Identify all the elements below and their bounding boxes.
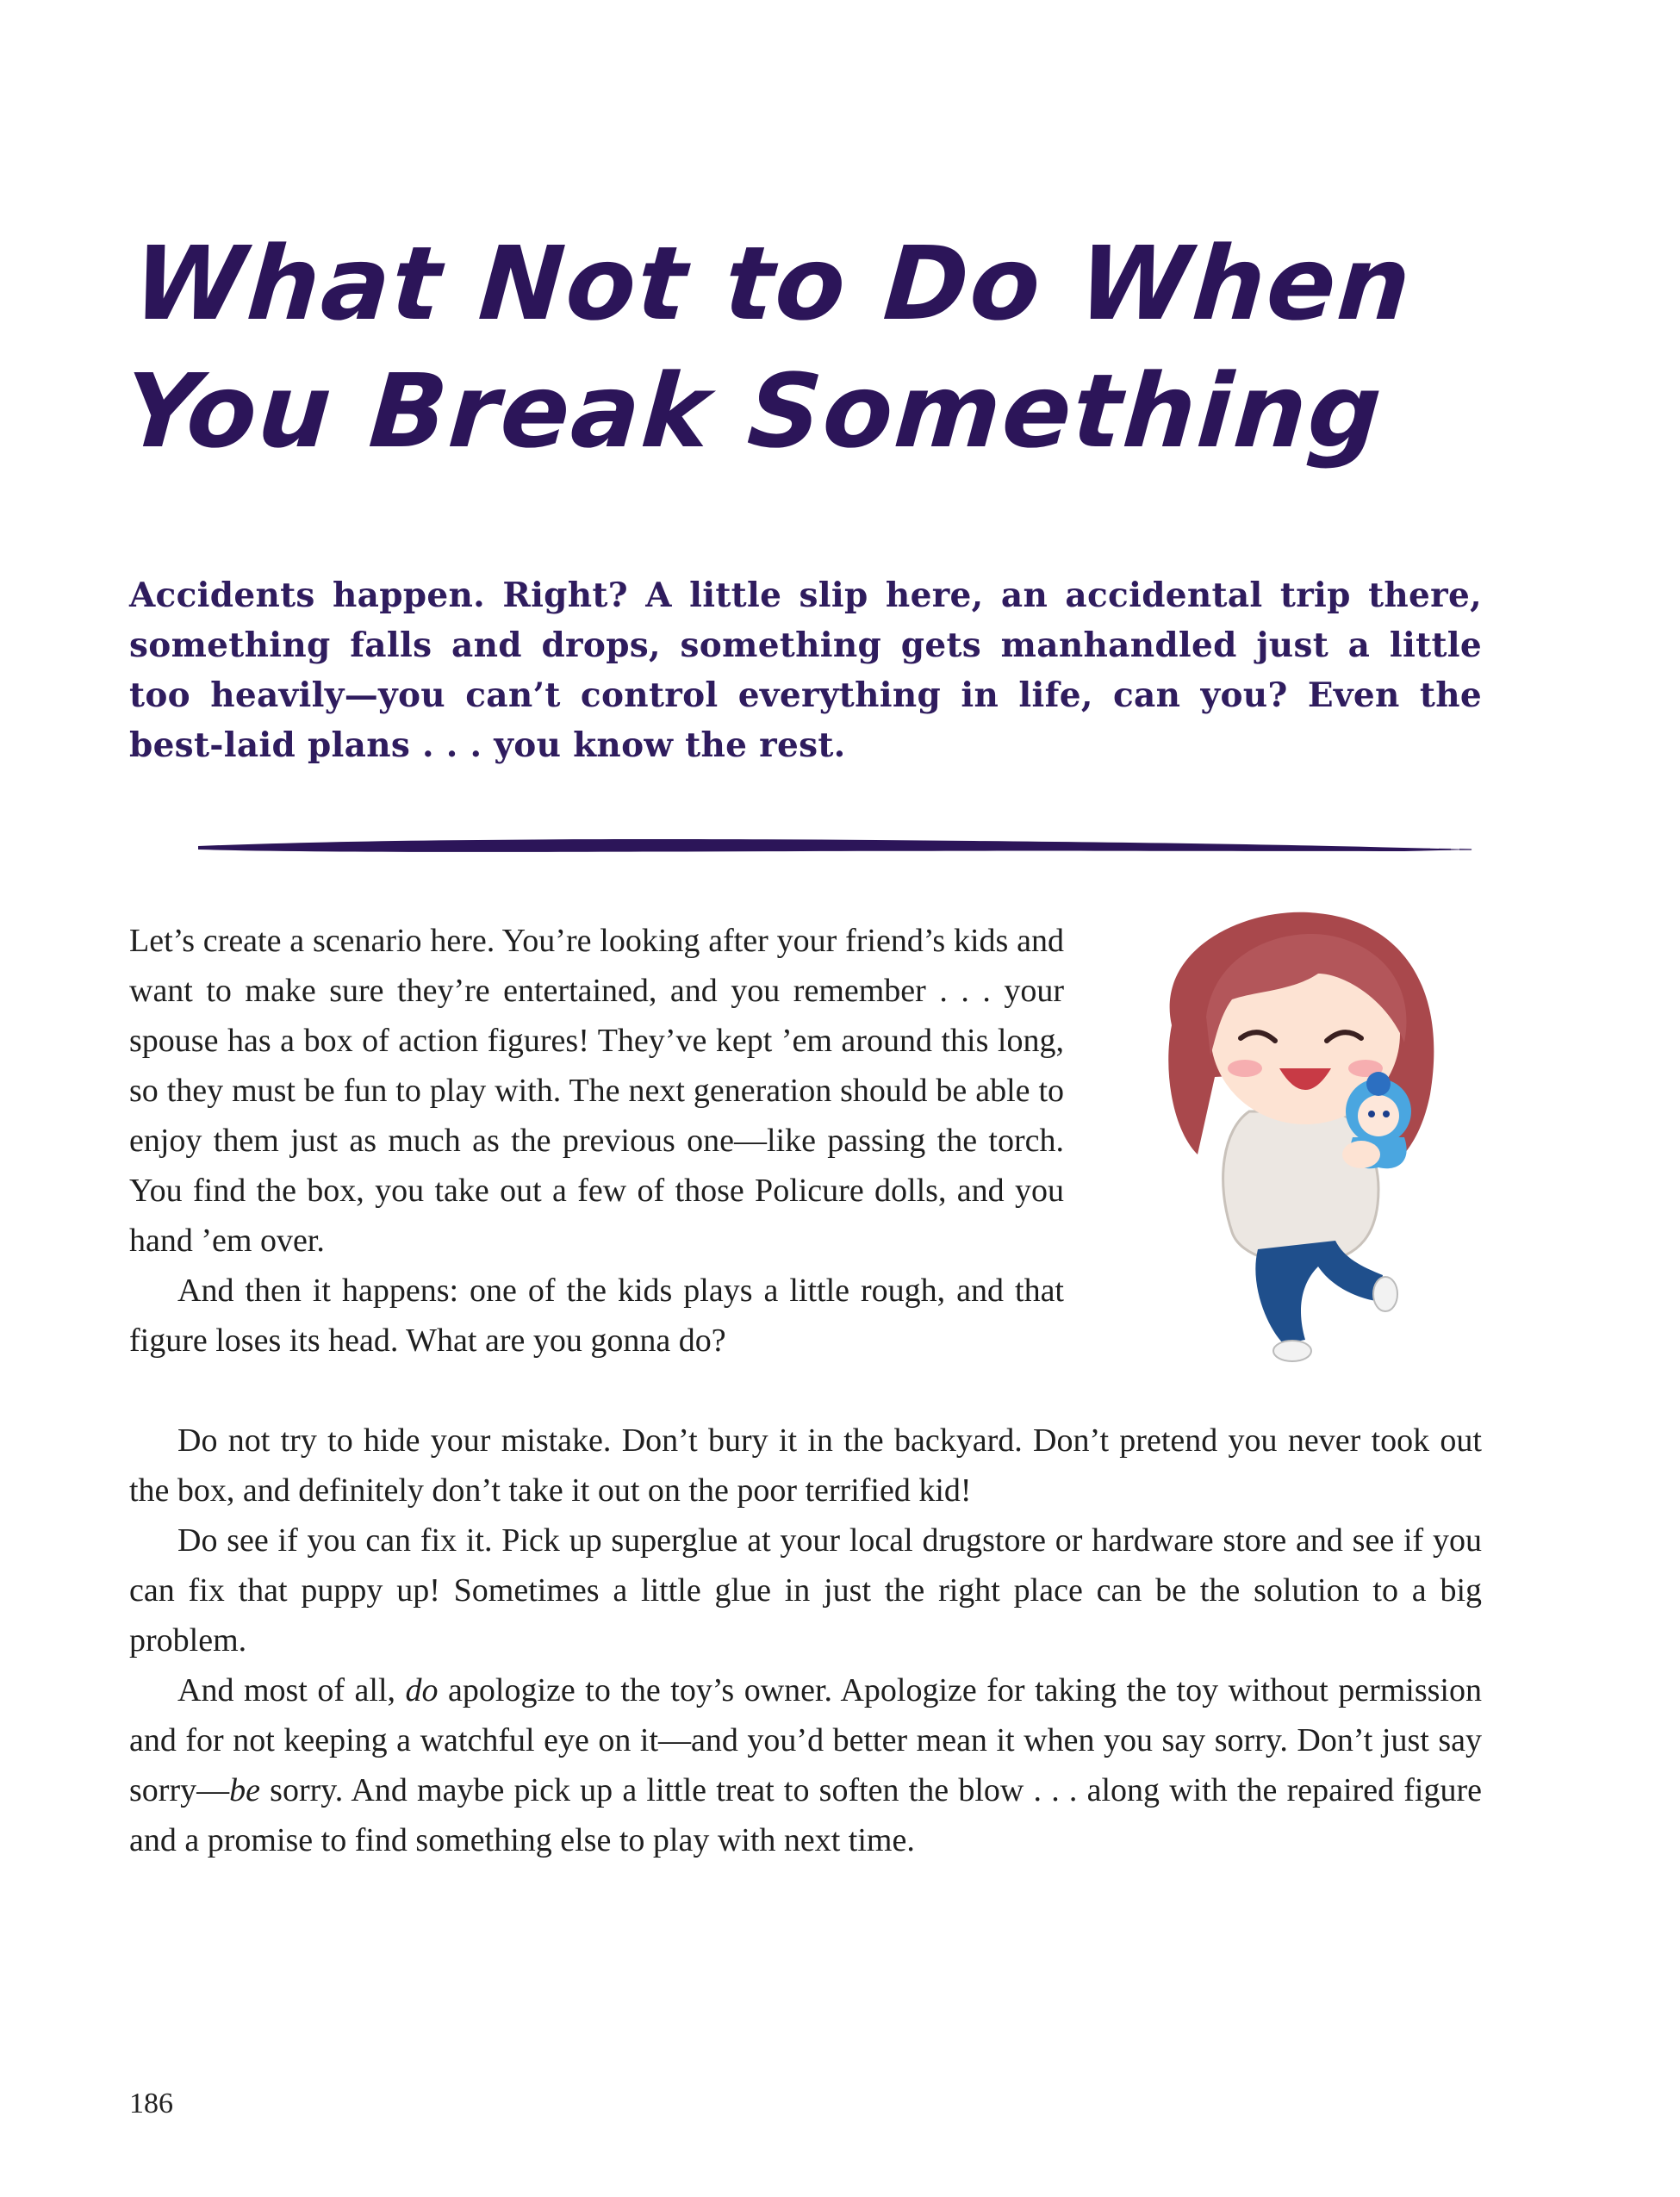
brush-stroke-divider: [198, 829, 1473, 863]
title-line-1: What Not to Do When: [129, 224, 1416, 343]
paragraph-5-part-e: sorry. And maybe pick up a little treat to soften the blow . . . along with the repaired figure and a promise to find something else to play with next time.: [129, 1772, 1482, 1858]
title-line-2: You Break Something: [121, 352, 1387, 470]
paragraph-5: [129, 1665, 1482, 1865]
paragraph-1: Let’s create a scenario here. You’re looking after your friend’s kids and want to make sure they’re entertained, and you remember . . . your spouse has a box of action figures! They’ve kept ’em around this long, so they must be fun to play with. The next generation should be able to enjoy them just as much as the previous one—like passing the torch. You find the box, you take out a few of those Policure dolls, and you hand ’em over.: [129, 923, 1064, 1259]
text-column-narrow: [129, 916, 1064, 1366]
paragraph-5-part-a: And most of all,: [177, 1672, 406, 1708]
intro-paragraph: Accidents happen. Right? A little slip here, an accidental trip there, something falls and drops, something gets manhandled just a little too heavily—you can’t control everything in life, can you? Even the best-laid plans . . . you know the rest.: [129, 576, 1482, 765]
text-column-wide: [129, 1416, 1482, 1865]
chibi-character-illustration: [1120, 896, 1499, 1379]
paragraph-5-emphasis-do: do: [405, 1672, 439, 1708]
paragraph-5-part-c: apologize to the toy’s owner. Apologize for taking the toy without permission and for not keeping a watchful eye on it—and you’d better mean it when you say sorry. Don’t just say sorry—: [129, 1672, 1482, 1808]
paragraph-4: Do see if you can fix it. Pick up superglue at your local drugstore or hardware store and see if you can fix that puppy up! Sometimes a little glue in just the right place can be the solution to a big problem.: [129, 1522, 1482, 1659]
paragraph-5-emphasis-be: be: [229, 1772, 260, 1808]
page-title: [121, 220, 1534, 475]
paragraph-3: Do not try to hide your mistake. Don’t bury it in the backyard. Don’t pretend you never took out the box, and definitely don’t take it out on the poor terrified kid!: [129, 1422, 1482, 1509]
paragraph-2: And then it happens: one of the kids plays a little rough, and that figure loses its head. What are you gonna do?: [129, 1273, 1064, 1359]
page-number: 186: [129, 2088, 173, 2119]
